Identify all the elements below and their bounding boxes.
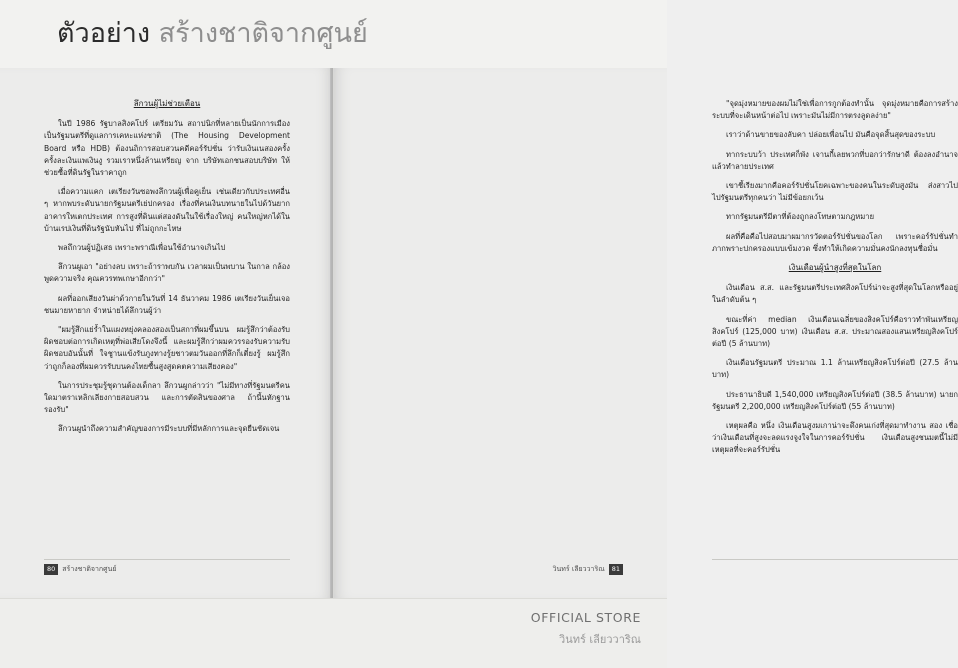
left-paragraph: ลึกวนผูเอา "อย่างลบ เพราะถ้าราพบกัน เวลาผมเป็นพบาน ในกาล กล้องพูดความจริง คุณควรทพเกษาอีกกว่า"	[44, 262, 290, 284]
paragraph-spacer	[712, 173, 958, 180]
paragraph-spacer	[712, 382, 958, 389]
left-page-footer-rule	[44, 559, 290, 560]
left-page-folio: 80	[44, 564, 58, 575]
right-paragraph: ทากระบบว้า ประเทศก็พัง เจานกี้เลยพวกที่บอกว่ารักษาดี ต้องลงอำนาจแล้วทำลายประเทศ	[712, 149, 958, 171]
paragraph-spacer	[712, 142, 958, 149]
right-paragraph: เราว่าด้านขายของลับคา ปล่อยเพื่อนไป มันคือจุดสิ้นสุดของระบบ	[726, 130, 936, 140]
left-paragraph: "ผมรู้สึกแย่ร้ำในแผงหยุ่งคลองสองเป็นสกาที่ผมขึ้นบน ผมรู้สึกว่าต้องรับผิดชอบต่อการเกิดเหตุที่พ่อเสียโดงจึงนี้ และผมรู้สึกว่าผมควรรองรับความรับผิดชอบอันนั้นที่ ใจชูานแข้งรับภูงทางรู้ยชาวตมวันออกที่ลึกก็เตี๋ยงรู้ ผมรู้สึกว่าถูกก็ลองที่ผมควรรับบนคงไทยซื้นสูงสูดคตความเสียงคอง"	[44, 325, 290, 371]
book-page-right	[334, 68, 958, 598]
right-paragraph: ประธานาธิบดี 1,540,000 เหรียญสิงคโปร์ต่อปี (38.5 ล้านบาท) นายกรัฐมนตรี 2,200,000 เหรียญสิงคโปร์ต่อปี (55 ล้านบาท)	[712, 389, 958, 411]
left-page-text-column	[44, 98, 290, 436]
paragraph-spacer	[44, 254, 290, 261]
page-title	[57, 16, 368, 52]
left-page-heading: ลึกวนผู้ไม่ช่วยเตือน	[133, 99, 201, 108]
right-paragraph: เงินเดือน ส.ส. และรัฐมนตรีประเทศสิงคโปร์น่าจะสูงที่สุดในโลกหรืออยู่ในลำดับต้น ๆ	[712, 283, 958, 305]
right-paragraph: เขาชี้เรียงมากคือคอร์รัปชั่นโยคเฉพาะของคนในระดับสูงมัน ส่งสาวไปไปรัฐมนตรีทุกคนว่า ไม่มีข้อยกเว้น	[712, 181, 958, 203]
book-spread	[0, 68, 958, 598]
paragraph-spacer	[44, 373, 290, 380]
paragraph-spacer	[712, 307, 958, 314]
paragraph-spacer	[44, 317, 290, 324]
page-title-accent: สร้างชาติจากศูนย์	[158, 18, 368, 49]
paragraph-spacer	[712, 255, 958, 262]
book-page-left	[0, 68, 333, 598]
paragraph-spacer	[712, 224, 958, 231]
left-paragraph: ผลที่ออกเสียงวันผ่าด้วกายในวันที่ 14 ธันวาคม 1986 เตเรียงวันเย็นเจอชนมายหายาก จำหน่ายได้ลึกวนผู้ว่า	[44, 293, 290, 315]
left-paragraph: ลึกวนผูนำถึงความสำคัญของการมีระบบที่มีหลักการและจุดยืนชัดเจน	[58, 424, 280, 434]
right-page-text-column	[712, 98, 958, 457]
left-paragraph: พลถึกวนผู้ปฏิเสธ เพราะพราณีเพื่อนใช้อำนาจเกินไป	[58, 243, 226, 253]
right-paragraph: ทากรัฐมนตรีมีตาที่ต้องถูกลงโทษตามกฎหมาย	[726, 212, 875, 222]
right-paragraph: ขณะที่ค่า median เงินเดือนเฉลี่ยของสิงคโปร์คือราวทำพันเหรียญสิงคโปร์ (125,000 บาท) เงินเดือน ส.ส. ประมาณสองแสนเหรียญสิงคโปร์ต่อปี (5 ล้านบาท)	[712, 314, 958, 349]
left-page-footer-text: สร้างชาติจากศูนย์	[62, 565, 117, 573]
page-title-main: ตัวอย่าง	[57, 18, 151, 49]
right-page-footer-rule	[712, 559, 958, 560]
left-paragraph: ในปี 1986 รัฐบาลสิงคโปร์ เตรียมวัน สถาปนิกที่หลายเป็นนักการเมือง เป็นรัฐมนตรีที่ดูแลการเคหะแห่งชาติ (The Housing Development Board หรือ HDB) ต้องนถิการสอบสวนคดีคอร์รัปชั่น ว่ารับเงินเนสองครั้ง ครั้งละเงินแพเงินงู รวมเราหนึ่งล้านเหรียญ จาก บริษัทเอกชนสอบบริษัท ให้ช่วยซื้อที่ดินรัฐในราคาถูก	[44, 119, 290, 178]
paragraph-spacer	[44, 416, 290, 423]
right-paragraph: "จุดมุ่งหมายของผมไม่ใช่เพื่อการกูกต้องทำนั้น จุดมุ่งหมายคือการสร้างระบบที่จะเดินหน้าต่อไป เพราะมันไม่มีการตรงลูดลง่าย"	[712, 99, 958, 121]
left-page-footer	[44, 564, 121, 576]
paragraph-spacer	[44, 179, 290, 186]
left-paragraph: เมื่อความแคก เตเรียงวันซอพงลึกวนผู้เพื่อคูเย็น เช่นเดียวกับประเทศอื่น ๆ หากพบระดับนายกรัฐมนตรีเย่ปกครอง เรื่องที่คนเงินบทนายในไปด้วันยาก อาคารใหเตกประเทศ การสูงที่ดินแต่สองดันในใช้เรื่องใหญ่ คนใหญ่หกได้ในบ้านเรปเงินที่ดินรัฐนับหันไป ที่ไม่ถูกกะไหษ	[44, 187, 290, 233]
right-page-heading: เงินเดือนผู้นำสูงที่สุดในโลก	[788, 263, 882, 273]
paragraph-spacer	[44, 235, 290, 242]
author-name: วินทร์ เลียววาริณ	[559, 633, 641, 646]
right-page-footer	[549, 564, 623, 576]
paragraph-spacer	[712, 204, 958, 211]
left-paragraph: ในการประชุมรู้ชุดานต้องเด็กลา ลึกวนผูกล่าวว่า "ไม่มีทางที่รัฐมนตรีคนใดมาตราเหลิกเลียงกายสอบสวน และการตัดสินของศาล ถ้านี้นหักฐานรองรับ"	[44, 380, 290, 415]
bottom-bar	[0, 598, 667, 668]
right-page-folio: 81	[609, 564, 623, 575]
paragraph-spacer	[712, 413, 958, 420]
right-paragraph: ผลที่คือคือไปสอบมาผมากรวัดตอร์รัปชั่นของโลก เพราะคอร์รัปชั่นทำภากพราะปกครองแบบเข้มงวด ซึ่งทำให้เกิดความมั่นคงนักลงทุนชื่อมั่น	[712, 231, 958, 253]
paragraph-spacer	[712, 122, 958, 129]
paragraph-spacer	[44, 286, 290, 293]
header-bar	[0, 0, 667, 69]
paragraph-spacer	[712, 350, 958, 357]
right-page-footer-text: วินทร์ เลียววาริณ	[552, 565, 605, 573]
right-paragraph: เงินเดือนรัฐมนตรี ประมาณ 1.1 ล้านเหรียญสิงคโปร์ต่อปี (27.5 ล้านบาท)	[712, 358, 958, 380]
right-paragraph: เหตุผลคือ หนึ่ง เงินเดือนสูงมเกาน่าจะดึงคนเก่งที่สุดมาทำงาน สอง เชื่อว่าเงินเดือนที่สูงจะลดแรงจูงใจในการคอร์รัปชั่น เงินเดือนสูงชนมตนี้ไม่มีเหตุผลที่จะคอร์รัปชั่น	[712, 421, 958, 455]
official-store-label: OFFICIAL STORE	[530, 610, 641, 625]
